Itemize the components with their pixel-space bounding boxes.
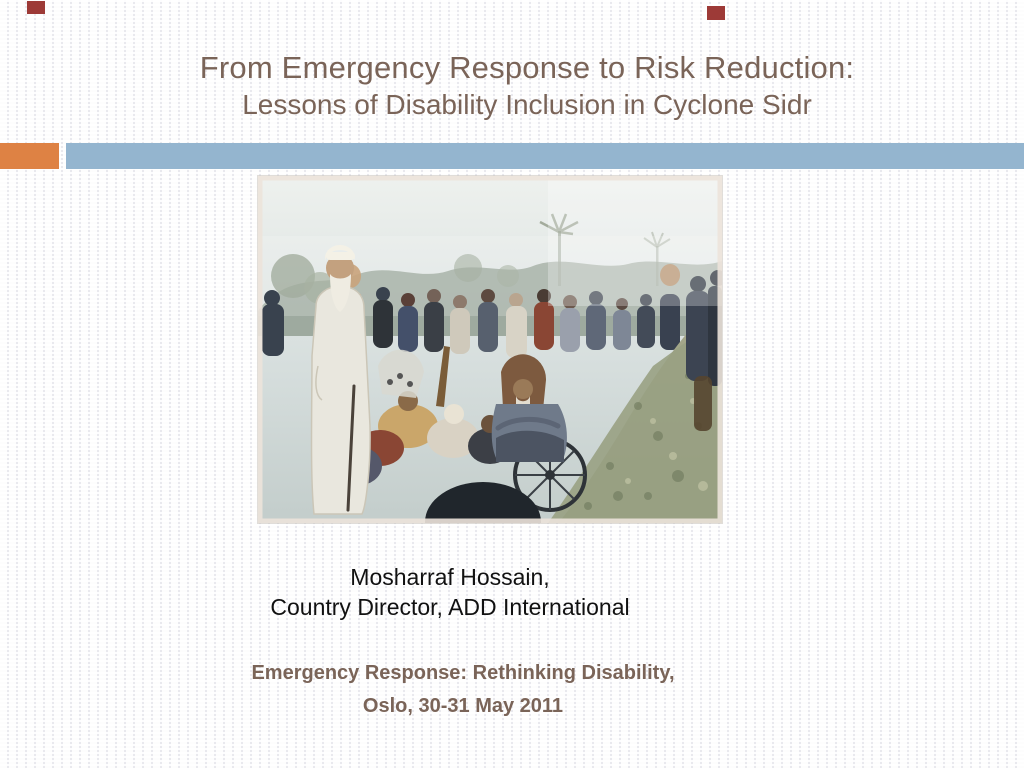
event-title: Emergency Response: Rethinking Disability, <box>251 662 675 684</box>
photo-haze <box>548 176 722 306</box>
presenter-block <box>120 562 780 622</box>
event-block <box>133 661 793 727</box>
accent-bar-orange-segment <box>0 143 59 169</box>
corner-square-right <box>707 6 725 20</box>
title-line-1: From Emergency Response to Risk Reduction: <box>199 50 855 85</box>
presenter-role: Country Director, ADD International <box>270 594 630 620</box>
presenter-name: Mosharraf Hossain, <box>350 564 550 590</box>
accent-bar-blue-segment <box>66 143 1024 169</box>
title-line-2: Lessons of Disability Inclusion in Cyclone Sidr <box>242 88 812 120</box>
cyclone-sidr-crowd-photo <box>258 176 722 523</box>
photo-illustration <box>258 176 722 523</box>
slide-title <box>30 50 1024 121</box>
event-date: Oslo, 30-31 May 2011 <box>362 695 564 717</box>
accent-bar <box>0 143 1024 169</box>
corner-square-left <box>27 1 45 14</box>
